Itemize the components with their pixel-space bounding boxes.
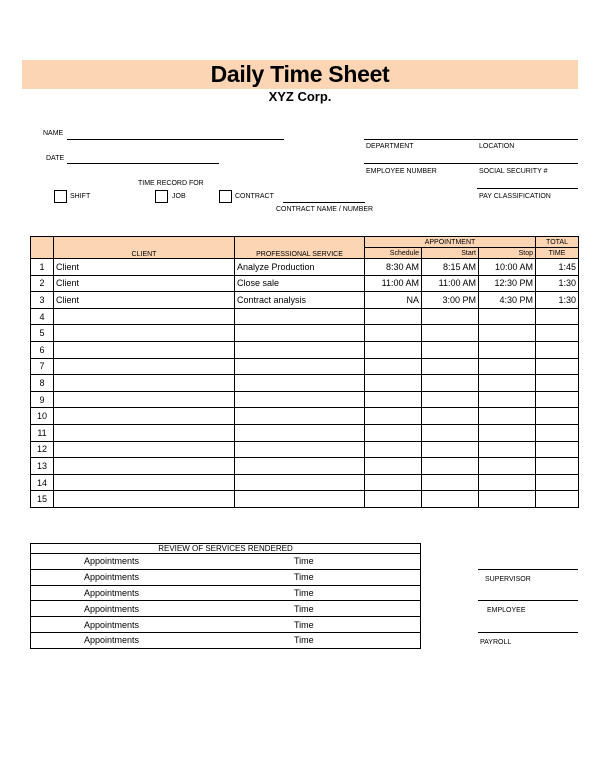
table-row [31, 424, 579, 441]
start-cell[interactable] [422, 458, 479, 475]
schedule-cell[interactable] [365, 408, 422, 425]
total-cell[interactable] [536, 375, 579, 392]
header-appointment: APPOINTMENT [365, 237, 536, 248]
client-cell[interactable] [54, 308, 235, 325]
stop-cell[interactable] [479, 358, 536, 375]
client-cell[interactable] [54, 458, 235, 475]
schedule-cell[interactable] [365, 358, 422, 375]
client-cell[interactable] [54, 391, 235, 408]
review-row [31, 569, 421, 585]
contract-name-label: CONTRACT NAME / NUMBER [276, 206, 374, 213]
row-number: 11 [31, 424, 54, 441]
page-title: Daily Time Sheet [210, 61, 390, 87]
review-cell[interactable] [31, 601, 421, 617]
table-row [31, 391, 579, 408]
review-row [31, 632, 421, 648]
row-number: 8 [31, 375, 54, 392]
table-row [31, 458, 579, 475]
client-cell[interactable] [54, 341, 235, 358]
header-start: Start [422, 248, 479, 259]
time-record-label: TIME RECORD FOR [138, 180, 204, 187]
client-cell[interactable]: Client [54, 259, 235, 276]
review-cell[interactable] [31, 554, 421, 570]
row-number: 14 [31, 474, 54, 491]
employee-signature-line[interactable] [478, 600, 578, 601]
schedule-cell[interactable] [365, 491, 422, 508]
service-cell[interactable] [235, 408, 365, 425]
header-service: PROFESSIONAL SERVICE [235, 237, 365, 259]
review-appointments-label: Appointments [84, 587, 140, 598]
row-number: 4 [31, 308, 54, 325]
stop-cell[interactable] [479, 391, 536, 408]
client-cell[interactable] [54, 441, 235, 458]
service-cell[interactable] [235, 474, 365, 491]
table-row [31, 308, 579, 325]
total-cell[interactable] [536, 408, 579, 425]
header-client: CLIENT [54, 237, 235, 259]
row-number: 13 [31, 458, 54, 475]
schedule-cell[interactable] [365, 458, 422, 475]
contract-checkbox[interactable] [219, 190, 232, 203]
review-cell[interactable] [31, 569, 421, 585]
stop-cell[interactable] [479, 424, 536, 441]
pay-classification-field[interactable] [477, 188, 578, 189]
social-security-label: SOCIAL SECURITY # [479, 168, 548, 175]
stop-cell[interactable] [479, 408, 536, 425]
table-row [31, 491, 579, 508]
row-number: 2 [31, 275, 54, 292]
review-title: REVIEW OF SERVICES RENDERED [31, 544, 421, 554]
client-cell[interactable] [54, 325, 235, 342]
client-cell[interactable]: Client [54, 292, 235, 309]
supervisor-signature-line[interactable] [478, 569, 578, 570]
header-num [31, 237, 54, 259]
table-row [31, 358, 579, 375]
row-number: 3 [31, 292, 54, 309]
start-cell[interactable] [422, 391, 479, 408]
department-location-line[interactable] [364, 139, 578, 140]
total-cell[interactable] [536, 341, 579, 358]
service-cell[interactable] [235, 391, 365, 408]
time-table [30, 236, 579, 508]
department-label: DEPARTMENT [366, 143, 414, 150]
table-row [31, 325, 579, 342]
row-number: 1 [31, 259, 54, 276]
stop-cell[interactable] [479, 325, 536, 342]
stop-cell[interactable]: 4:30 PM [479, 292, 536, 309]
client-cell[interactable] [54, 375, 235, 392]
service-cell[interactable] [235, 341, 365, 358]
table-row [31, 259, 579, 276]
client-cell[interactable] [54, 474, 235, 491]
total-cell[interactable] [536, 441, 579, 458]
service-cell[interactable]: Analyze Production [235, 259, 365, 276]
total-cell[interactable] [536, 391, 579, 408]
header-total-2: TIME [536, 248, 579, 259]
review-time-label: Time [294, 603, 314, 614]
service-cell[interactable] [235, 358, 365, 375]
total-cell[interactable]: 1:45 [536, 259, 579, 276]
review-cell[interactable] [31, 617, 421, 633]
row-number: 9 [31, 391, 54, 408]
total-cell[interactable] [536, 424, 579, 441]
table-header-row-1 [31, 237, 579, 248]
pay-classification-label: PAY CLASSIFICATION [479, 193, 551, 200]
review-cell[interactable] [31, 585, 421, 601]
start-cell[interactable] [422, 474, 479, 491]
table-row [31, 408, 579, 425]
job-label: JOB [172, 193, 186, 200]
stop-cell[interactable] [479, 474, 536, 491]
location-label: LOCATION [479, 143, 515, 150]
table-row [31, 441, 579, 458]
client-cell[interactable]: Client [54, 275, 235, 292]
row-number: 10 [31, 408, 54, 425]
start-cell[interactable] [422, 375, 479, 392]
table-row [31, 474, 579, 491]
start-cell[interactable] [422, 325, 479, 342]
shift-checkbox[interactable] [54, 190, 67, 203]
start-cell[interactable] [422, 441, 479, 458]
review-row [31, 617, 421, 633]
stop-cell[interactable]: 12:30 PM [479, 275, 536, 292]
service-cell[interactable] [235, 325, 365, 342]
header-total-1: TOTAL [536, 237, 579, 248]
total-cell[interactable] [536, 474, 579, 491]
row-number: 5 [31, 325, 54, 342]
service-cell[interactable] [235, 491, 365, 508]
start-cell[interactable] [422, 491, 479, 508]
name-field[interactable] [67, 139, 284, 140]
table-row [31, 275, 579, 292]
table-row [31, 292, 579, 309]
total-cell[interactable]: 1:30 [536, 292, 579, 309]
table-row [31, 341, 579, 358]
schedule-cell[interactable] [365, 391, 422, 408]
start-cell[interactable] [422, 358, 479, 375]
header-stop: Stop [479, 248, 536, 259]
service-cell[interactable] [235, 441, 365, 458]
review-appointments-label: Appointments [84, 603, 140, 614]
total-cell[interactable] [536, 325, 579, 342]
header-schedule: Schedule [365, 248, 422, 259]
employee-label: EMPLOYEE [487, 607, 526, 614]
schedule-cell[interactable] [365, 424, 422, 441]
start-cell[interactable]: 11:00 AM [422, 275, 479, 292]
schedule-cell[interactable] [365, 441, 422, 458]
review-appointments-label: Appointments [84, 556, 140, 567]
service-cell[interactable]: Contract analysis [235, 292, 365, 309]
start-cell[interactable] [422, 408, 479, 425]
row-number: 6 [31, 341, 54, 358]
row-number: 15 [31, 491, 54, 508]
service-cell[interactable] [235, 424, 365, 441]
total-cell[interactable]: 1:30 [536, 275, 579, 292]
total-cell[interactable] [536, 491, 579, 508]
service-cell[interactable]: Close sale [235, 275, 365, 292]
contract-name-field[interactable] [283, 202, 365, 203]
schedule-cell[interactable]: 8:30 AM [365, 259, 422, 276]
stop-cell[interactable] [479, 491, 536, 508]
stop-cell[interactable] [479, 308, 536, 325]
review-time-label: Time [294, 619, 314, 630]
job-checkbox[interactable] [155, 190, 168, 203]
schedule-cell[interactable]: 11:00 AM [365, 275, 422, 292]
payroll-signature-line[interactable] [478, 632, 578, 633]
client-cell[interactable] [54, 408, 235, 425]
total-cell[interactable] [536, 358, 579, 375]
start-cell[interactable] [422, 341, 479, 358]
review-row [31, 585, 421, 601]
client-cell[interactable] [54, 424, 235, 441]
start-cell[interactable] [422, 308, 479, 325]
service-cell[interactable] [235, 458, 365, 475]
schedule-cell[interactable] [365, 474, 422, 491]
service-cell[interactable] [235, 308, 365, 325]
table-row [31, 375, 579, 392]
review-time-label: Time [294, 556, 314, 567]
contract-label: CONTRACT [235, 193, 274, 200]
review-row [31, 601, 421, 617]
review-appointments-label: Appointments [84, 635, 140, 646]
total-cell[interactable] [536, 308, 579, 325]
start-cell[interactable] [422, 424, 479, 441]
schedule-cell[interactable]: NA [365, 292, 422, 309]
review-appointments-label: Appointments [84, 572, 140, 583]
schedule-cell[interactable] [365, 325, 422, 342]
start-cell[interactable]: 3:00 PM [422, 292, 479, 309]
stop-cell[interactable] [479, 375, 536, 392]
review-table [30, 543, 421, 649]
stop-cell[interactable]: 10:00 AM [479, 259, 536, 276]
stop-cell[interactable] [479, 441, 536, 458]
review-time-label: Time [294, 587, 314, 598]
review-time-label: Time [294, 635, 314, 646]
supervisor-label: SUPERVISOR [485, 576, 531, 583]
payroll-label: PAYROLL [480, 639, 512, 646]
review-cell[interactable] [31, 632, 421, 648]
client-cell[interactable] [54, 358, 235, 375]
review-row [31, 554, 421, 570]
client-cell[interactable] [54, 491, 235, 508]
shift-label: SHIFT [70, 193, 91, 200]
schedule-cell[interactable] [365, 308, 422, 325]
review-time-label: Time [294, 572, 314, 583]
employee-number-label: EMPLOYEE NUMBER [366, 168, 437, 175]
stop-cell[interactable] [479, 341, 536, 358]
row-number: 12 [31, 441, 54, 458]
row-number: 7 [31, 358, 54, 375]
service-cell[interactable] [235, 375, 365, 392]
total-cell[interactable] [536, 458, 579, 475]
name-label: NAME [43, 130, 64, 137]
company-name: XYZ Corp. [268, 89, 332, 104]
date-label: DATE [46, 155, 65, 162]
employee-ssn-line[interactable] [364, 163, 578, 164]
start-cell[interactable]: 8:15 AM [422, 259, 479, 276]
schedule-cell[interactable] [365, 375, 422, 392]
date-field[interactable] [67, 163, 219, 164]
review-appointments-label: Appointments [84, 619, 140, 630]
stop-cell[interactable] [479, 458, 536, 475]
schedule-cell[interactable] [365, 341, 422, 358]
